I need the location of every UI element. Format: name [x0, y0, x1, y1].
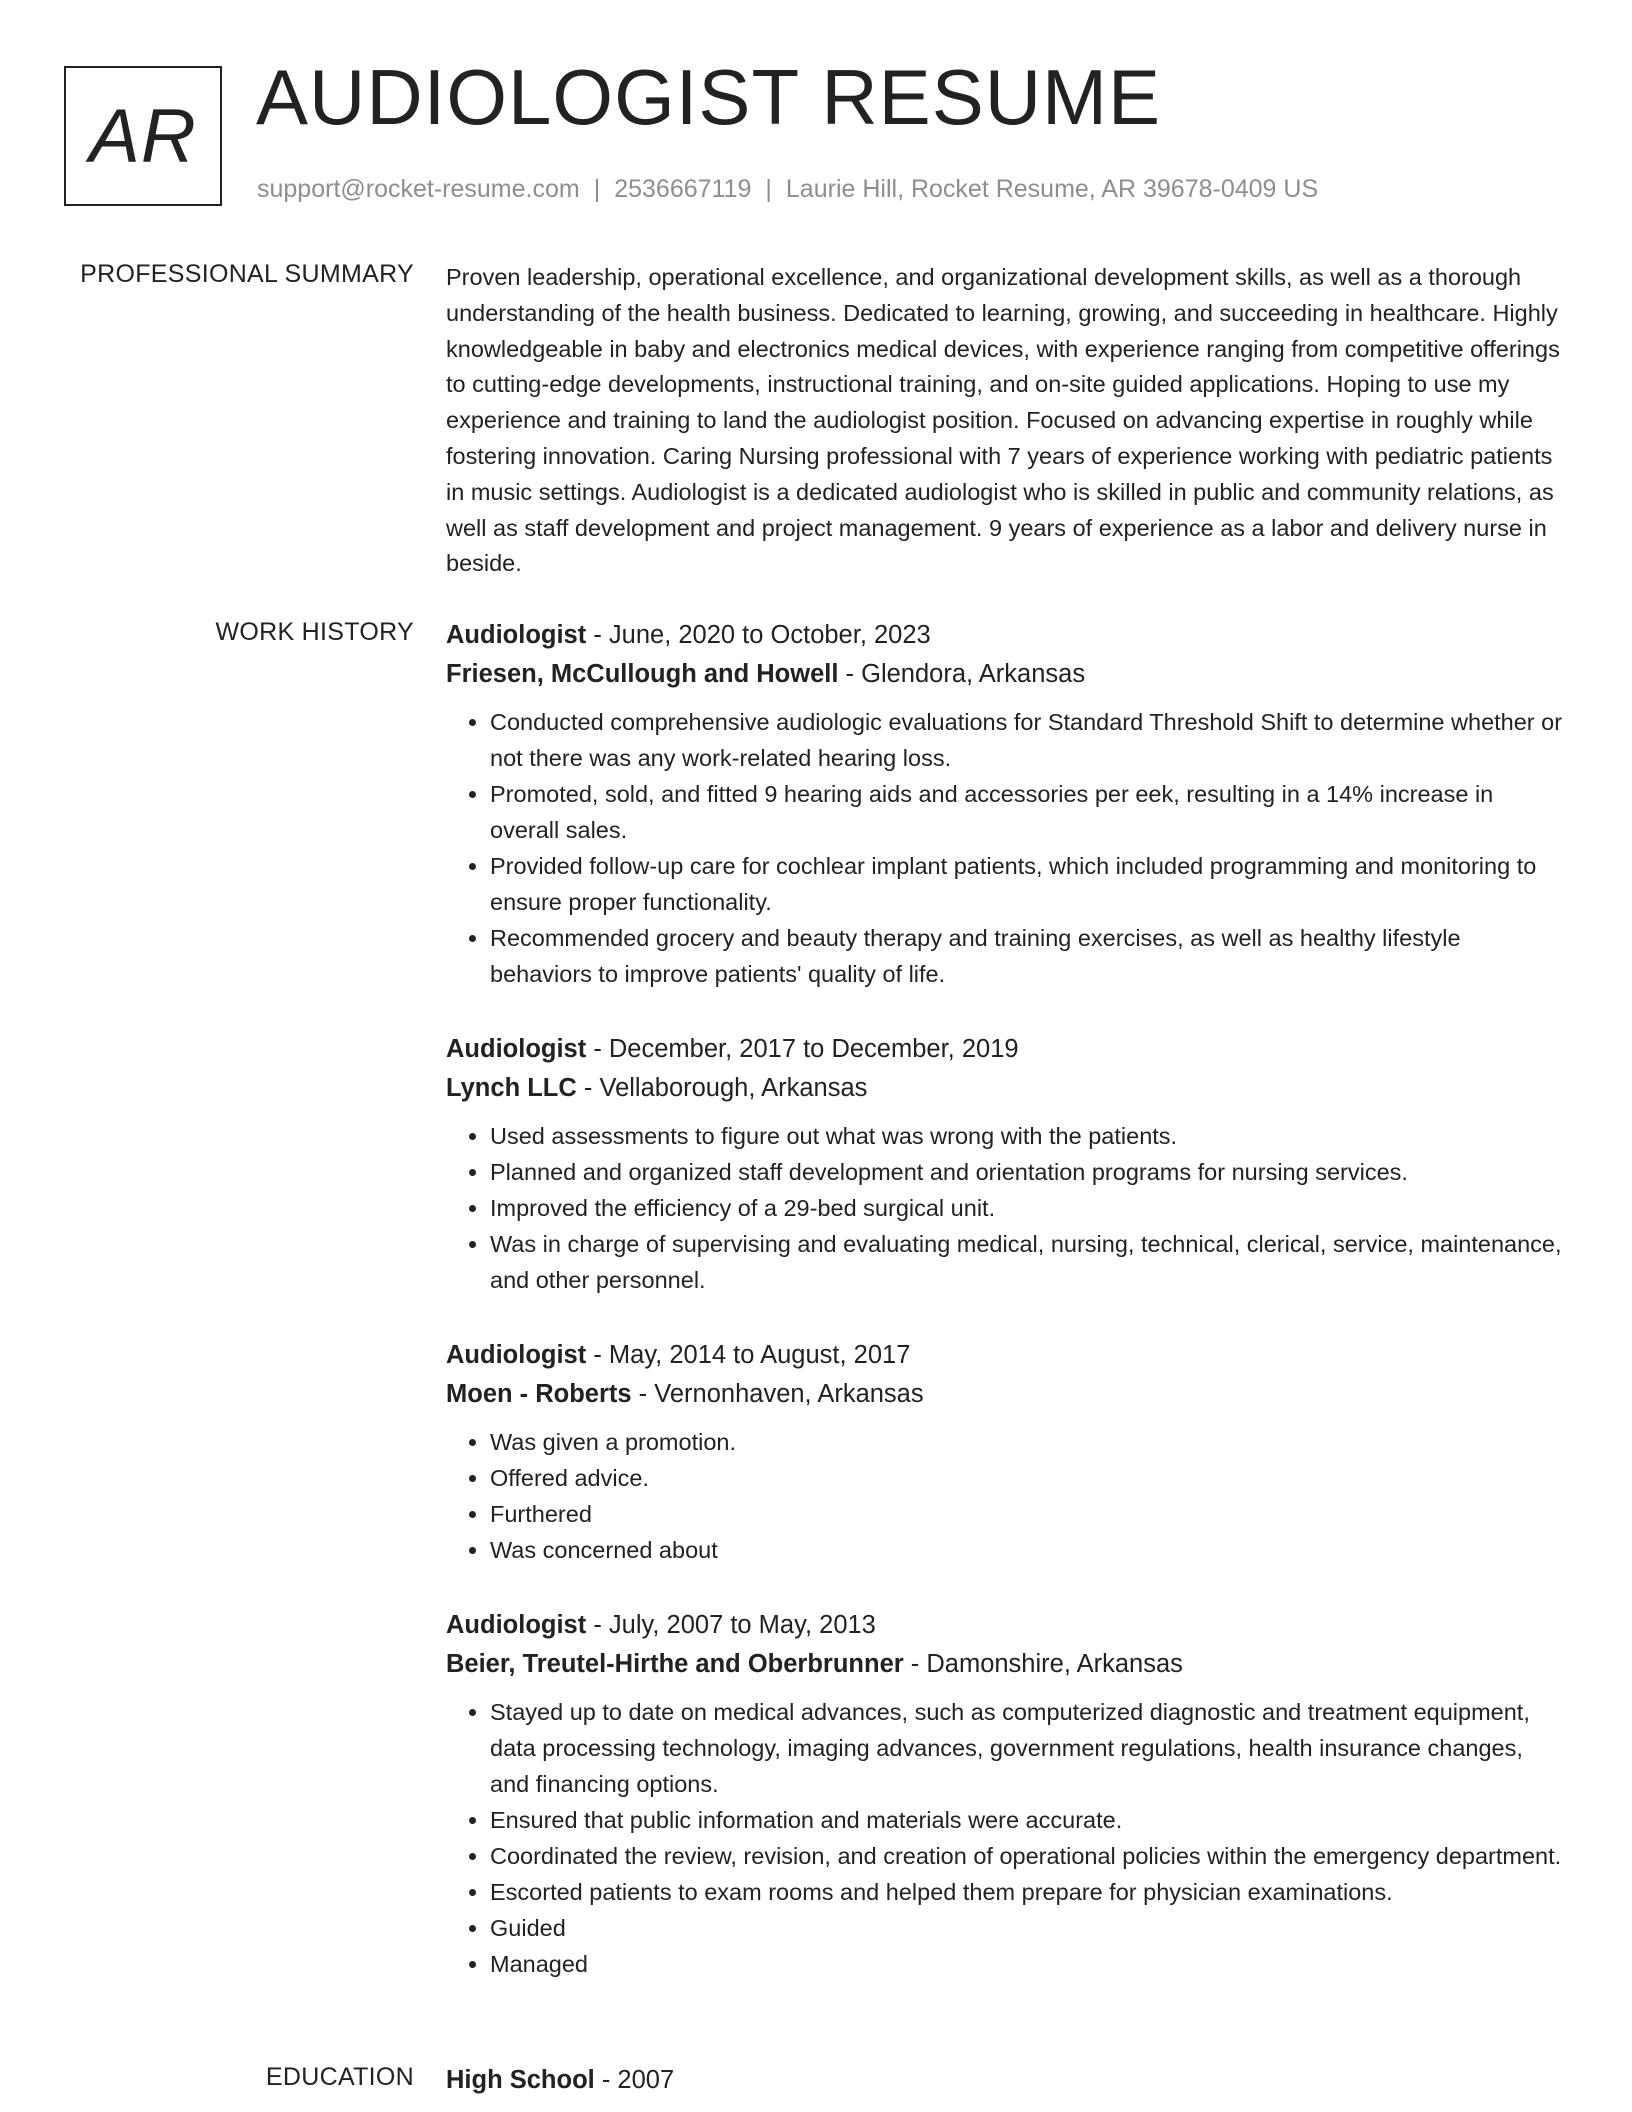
- contact-phone: 2536667119: [614, 175, 752, 203]
- job-bullet: • Improved the efficiency of a 29-bed surgical unit.: [490, 1190, 1566, 1226]
- job-location: - Damonshire, Arkansas: [903, 1650, 1183, 1678]
- job-bullet-list: [446, 1118, 1566, 1298]
- job-location: - Vernonhaven, Arkansas: [631, 1380, 924, 1408]
- job-bullet: • Escorted patients to exam rooms and helped them prepare for physician examinations.: [490, 1874, 1566, 1910]
- job-bullet: • Recommended grocery and beauty therapy and training exercises, as well as healthy lifestyle behaviors to improve patients' quality of life.: [490, 920, 1566, 992]
- job-company: Beier, Treutel-Hirthe and Oberbrunner: [446, 1650, 904, 1678]
- education-heading: EDUCATION: [265, 2063, 414, 2091]
- job-company-line: [446, 1069, 1566, 1108]
- job-dates: - June, 2020 to October, 2023: [586, 621, 931, 649]
- job-title-line: [446, 1336, 1566, 1375]
- job-company: Lynch LLC: [446, 1074, 577, 1102]
- job-bullet-list: [446, 704, 1566, 992]
- job-company-line: [446, 655, 1566, 694]
- education-year: - 2007: [594, 2066, 675, 2094]
- contact-email: support@rocket-resume.com: [257, 175, 580, 203]
- job-location: - Vellaborough, Arkansas: [576, 1074, 868, 1102]
- contact-address: Laurie Hill, Rocket Resume, AR 39678-0409 US: [785, 175, 1319, 203]
- job-bullet: • Used assessments to figure out what was wrong with the patients.: [490, 1118, 1566, 1154]
- job-title-line: [446, 1030, 1566, 1069]
- contact-separator: |: [593, 175, 601, 203]
- job-bullet: • Provided follow-up care for cochlear implant patients, which included programming and monitoring to ensure proper functionality.: [490, 848, 1566, 920]
- job-bullet-list: [446, 1424, 1566, 1568]
- job-bullet: • Guided: [490, 1910, 1566, 1946]
- summary-heading: PROFESSIONAL SUMMARY: [80, 260, 414, 288]
- summary-text: Proven leadership, operational excellence, and organizational development skills, as well as a thorough understanding of the health business. Dedicated to learning, growing, and succeeding in healthcare. Highly knowledgeable in baby and electronics medical devices, with experience ranging from competitive offerings to cutting-edge developments, instructional training, and on-site guided applications. Hoping to use my experience and training to land the audiologist position. Focused on advancing expertise in roughly while fostering innovation. Caring Nursing professional with 7 years of experience working with pediatric patients in music settings. Audiologist is a dedicated audiologist who is skilled in public and community relations, as well as staff development and project management. 9 years of experience as a labor and delivery nurse in beside.: [446, 264, 1560, 577]
- job-entry: [446, 1606, 1566, 1982]
- job-bullet: • Planned and organized staff development and orientation programs for nursing services.: [490, 1154, 1566, 1190]
- work-history-heading: WORK HISTORY: [215, 618, 414, 646]
- resume-title: AUDIOLOGIST RESUME: [256, 53, 1162, 141]
- summary-body: [446, 260, 1566, 582]
- job-bullet: • Was given a promotion.: [490, 1424, 1566, 1460]
- job-company: Friesen, McCullough and Howell: [446, 660, 839, 688]
- job-dates: - December, 2017 to December, 2019: [586, 1035, 1019, 1063]
- education-entry: [446, 2061, 1566, 2100]
- job-company-line: [446, 1375, 1566, 1414]
- job-bullet: • Conducted comprehensive audiologic evaluations for Standard Threshold Shift to determine whether or not there was any work-related hearing loss.: [490, 704, 1566, 776]
- work-history-body: [446, 616, 1566, 2020]
- job-title-line: [446, 1606, 1566, 1645]
- job-bullet: • Was in charge of supervising and evaluating medical, nursing, technical, clerical, service, maintenance, and other personnel.: [490, 1226, 1566, 1298]
- job-title: Audiologist: [446, 1611, 587, 1639]
- job-dates: - July, 2007 to May, 2013: [586, 1611, 876, 1639]
- job-company: Moen - Roberts: [446, 1380, 632, 1408]
- job-bullet: • Promoted, sold, and fitted 9 hearing aids and accessories per eek, resulting in a 14% increase in overall sales.: [490, 776, 1566, 848]
- job-bullet: • Furthered: [490, 1496, 1566, 1532]
- job-bullet: • Was concerned about: [490, 1532, 1566, 1568]
- job-bullet: • Stayed up to date on medical advances, such as computerized diagnostic and treatment equipment, data processing technology, imaging advances, government regulations, health insurance changes, and financing options.: [490, 1694, 1566, 1802]
- job-bullet-list: [446, 1694, 1566, 1982]
- job-location: - Glendora, Arkansas: [838, 660, 1086, 688]
- job-bullet: • Offered advice.: [490, 1460, 1566, 1496]
- job-title: Audiologist: [446, 1341, 587, 1369]
- job-company-line: [446, 1645, 1566, 1684]
- monogram-logo: AR: [64, 66, 222, 206]
- education-body: [446, 2061, 1566, 2100]
- job-title: Audiologist: [446, 1035, 587, 1063]
- job-entry: [446, 616, 1566, 992]
- job-title-line: [446, 616, 1566, 655]
- contact-separator: |: [765, 175, 772, 203]
- job-bullet: • Managed: [490, 1946, 1566, 1982]
- job-title: Audiologist: [446, 621, 587, 649]
- job-entry: [446, 1336, 1566, 1568]
- education-degree: High School: [446, 2066, 595, 2094]
- job-entry: [446, 1030, 1566, 1298]
- contact-line: [257, 175, 1318, 204]
- job-bullet: • Coordinated the review, revision, and creation of operational policies within the emergency department.: [490, 1838, 1566, 1874]
- job-dates: - May, 2014 to August, 2017: [586, 1341, 911, 1369]
- job-bullet: • Ensured that public information and materials were accurate.: [490, 1802, 1566, 1838]
